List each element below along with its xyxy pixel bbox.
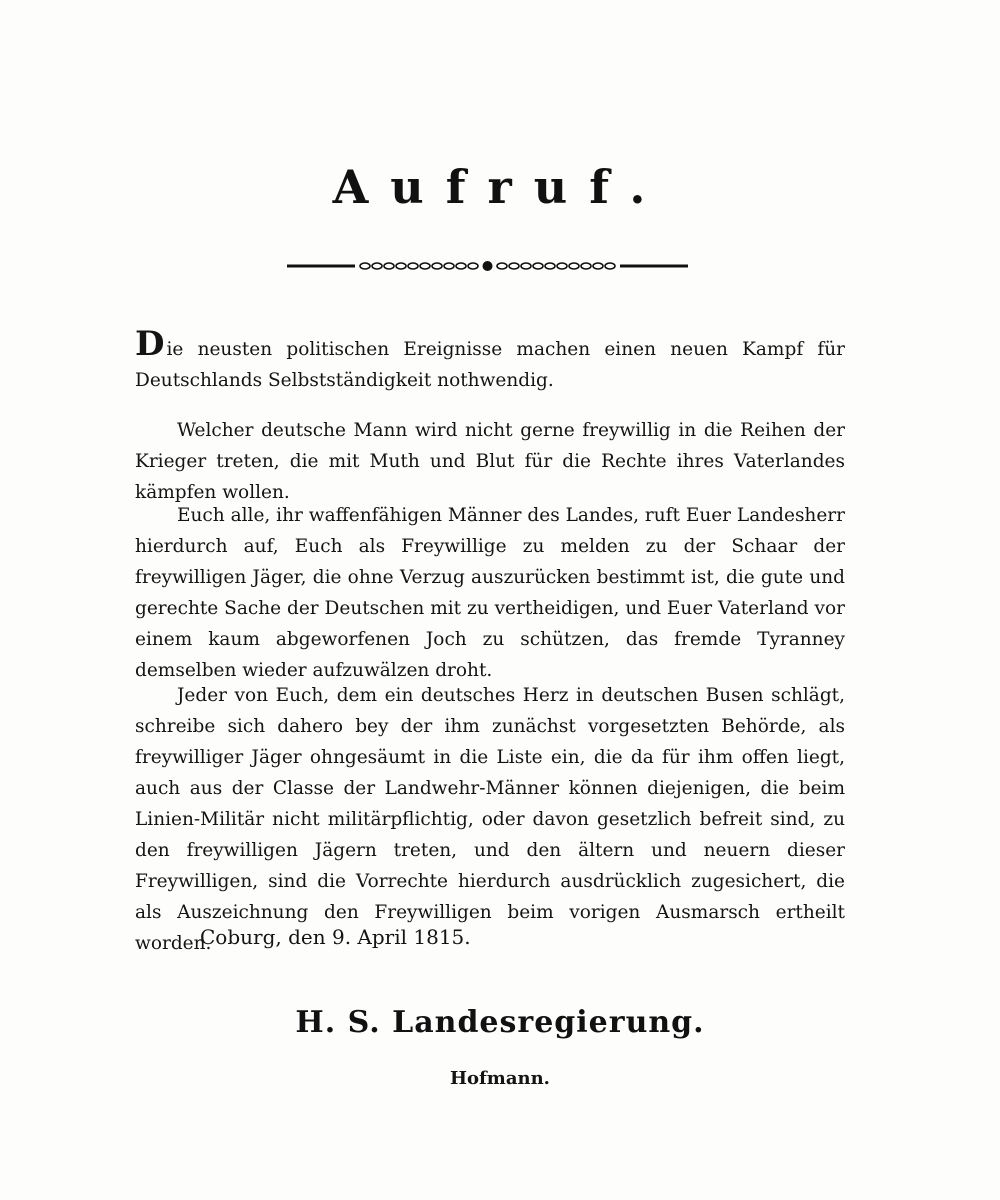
signatory: Hofmann.	[450, 1068, 550, 1089]
dateline: Coburg, den 9. April 1815.	[200, 925, 471, 949]
issuing-authority: H. S. Landesregierung.	[295, 1005, 705, 1040]
drop-cap-initial: D	[135, 324, 165, 364]
paragraph-2: Welcher deutsche Mann wird nicht gerne freywillig in die Reihen der Krieger treten, die mit Muth und Blut für die Rechte ihres Vaterlandes kämpfen wollen.	[135, 420, 845, 503]
paragraph-1-text: ie neusten politischen Ereignisse machen einen neuen Kampf für Deutschlands Selbstständigkeit nothwendig.	[135, 339, 845, 391]
document-title: Aufruf.	[332, 160, 668, 214]
paragraph-1	[135, 324, 845, 396]
paragraph-4: Jeder von Euch, dem ein deutsches Herz in deutschen Busen schlägt, schreibe sich dahero bey der ihm zunächst vorgesetzten Behörde, als freywilliger Jäger ohngesäumt in die Liste ein, die da für ihm offen liegt, auch aus der Classe der Landwehr-Männer können diejenigen, die beim Linien-Militär nicht militärpflichtig, oder davon gesetzlich befreit sind, zu den freywilligen Jägern treten, und den ältern und neuern dieser Freywilligen, sind die Vorrechte hierdurch ausdrücklich zugesichert, die als Auszeichnung den Freywilligen beim vorigen Ausmarsch ertheilt worden.	[135, 685, 845, 954]
ornamental-rule	[285, 258, 690, 274]
paragraph-3: Euch alle, ihr waffenfähigen Männer des Landes, ruft Euer Landesherr hierdurch auf, Euch als Freywillige zu melden zu der Schaar der freywilligen Jäger, die ohne Verzug auszurücken bestimmt ist, die gute und gerechte Sache der Deutschen mit zu vertheidigen, und Euer Vaterland vor einem kaum abgeworfenen Joch zu schützen, das fremde Tyranney demselben wieder aufzuwälzen droht.	[135, 505, 845, 681]
